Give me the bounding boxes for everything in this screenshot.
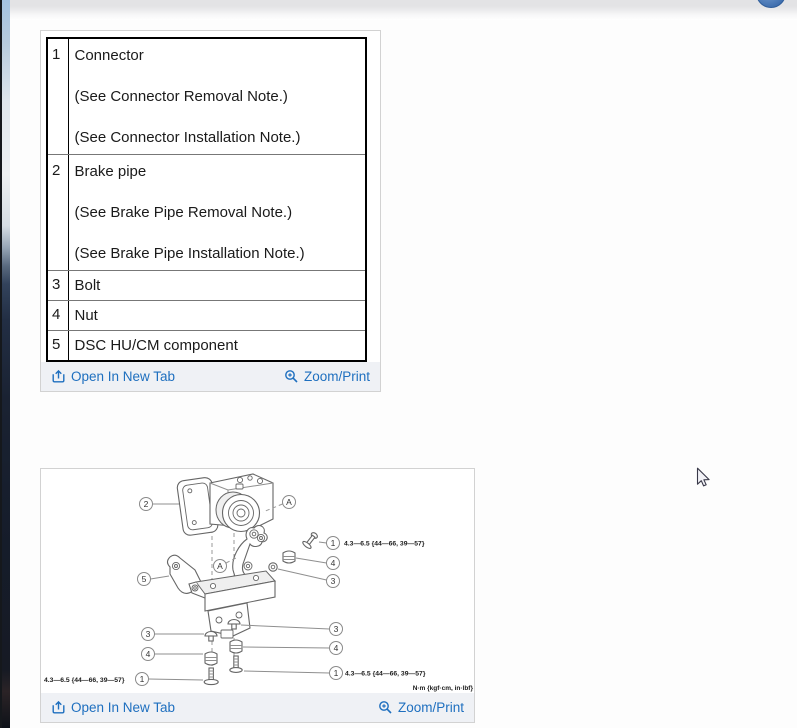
torque-spec-left: 4.3—6.5 {44—66, 39—57} (44, 677, 125, 684)
torque-spec-right-top: 4.3—6.5 {44—66, 39—57} (344, 540, 425, 548)
svg-text:5: 5 (141, 574, 147, 584)
table-row (47, 331, 366, 362)
svg-text:4: 4 (333, 643, 339, 653)
svg-text:1: 1 (139, 674, 145, 684)
table-row (47, 38, 366, 155)
table-row (47, 301, 366, 331)
item-description (68, 155, 366, 271)
svg-text:1: 1 (330, 538, 336, 548)
item-line: Connector (74, 47, 144, 64)
item-number: 5 (47, 331, 68, 362)
dsc-hucm-diagram (42, 470, 475, 695)
mouse-cursor (696, 467, 712, 488)
svg-text:3: 3 (145, 629, 151, 639)
open-in-new-tab-link[interactable] (51, 700, 175, 715)
zoom-print-label: Zoom/Print (397, 700, 464, 715)
table-row (47, 155, 366, 271)
item-description (68, 271, 366, 301)
item-line: Nut (74, 307, 98, 324)
blue-orb-icon[interactable] (756, 0, 786, 8)
svg-text:A: A (286, 497, 292, 507)
zoom-plus-icon (284, 369, 299, 384)
svg-text:3: 3 (333, 624, 339, 634)
parts-table-card (40, 30, 381, 392)
item-number: 2 (47, 155, 68, 271)
svg-text:2: 2 (143, 499, 149, 509)
open-in-new-tab-link[interactable] (51, 369, 175, 384)
item-number: 1 (47, 38, 68, 155)
callout-3-right-top (327, 575, 340, 588)
torque-spec-right-bottom: 4.3—6.5 {44—66, 39—57} (345, 670, 426, 678)
callout-a-mid (214, 560, 227, 573)
svg-text:A: A (217, 561, 223, 571)
open-in-new-tab-label: Open In New Tab (71, 700, 176, 715)
zoom-print-link[interactable] (378, 700, 464, 715)
item-description (68, 301, 366, 331)
svg-text:3: 3 (330, 576, 336, 586)
callout-4-right (330, 642, 343, 655)
callout-1-right (330, 667, 343, 680)
exploded-diagram-image (42, 470, 475, 695)
callout-1-right-top (327, 537, 340, 550)
open-in-new-tab-icon (51, 700, 66, 715)
callout-5 (138, 573, 151, 586)
callout-3-right (330, 623, 343, 636)
left-edge-strip (0, 0, 10, 728)
item-line: (See Connector Removal Note.) (74, 88, 288, 105)
item-line: (See Brake Pipe Removal Note.) (74, 204, 293, 221)
diagram-card-footer (41, 693, 474, 722)
svg-text:1: 1 (333, 668, 339, 678)
item-line: (See Connector Installation Note.) (74, 129, 301, 146)
callout-a-top (283, 496, 296, 509)
zoom-print-link[interactable] (284, 369, 370, 384)
zoom-plus-icon (378, 700, 393, 715)
callout-4-right-top (327, 557, 340, 570)
callout-1-left (136, 673, 149, 686)
item-line: Brake pipe (74, 163, 147, 180)
table-row (47, 271, 366, 301)
callout-3-left (142, 628, 155, 641)
item-number: 4 (47, 301, 68, 331)
item-number: 3 (47, 271, 68, 301)
item-line: (See Brake Pipe Installation Note.) (74, 245, 305, 262)
diagram-card (40, 468, 475, 723)
zoom-print-label: Zoom/Print (303, 369, 370, 384)
item-line: Bolt (74, 277, 101, 294)
svg-text:4: 4 (145, 649, 151, 659)
open-in-new-tab-label: Open In New Tab (71, 369, 176, 384)
parts-table (46, 37, 367, 362)
callout-2 (140, 498, 153, 511)
top-bar (10, 0, 797, 20)
open-in-new-tab-icon (51, 369, 66, 384)
item-description (68, 38, 366, 155)
item-line: DSC HU/CM component (74, 337, 238, 354)
callout-4-left (142, 648, 155, 661)
torque-units-note: N·m {kgf·cm, in·lbf} (412, 685, 473, 692)
item-description (68, 331, 366, 362)
svg-text:4: 4 (330, 558, 336, 568)
table-card-footer (41, 362, 380, 391)
